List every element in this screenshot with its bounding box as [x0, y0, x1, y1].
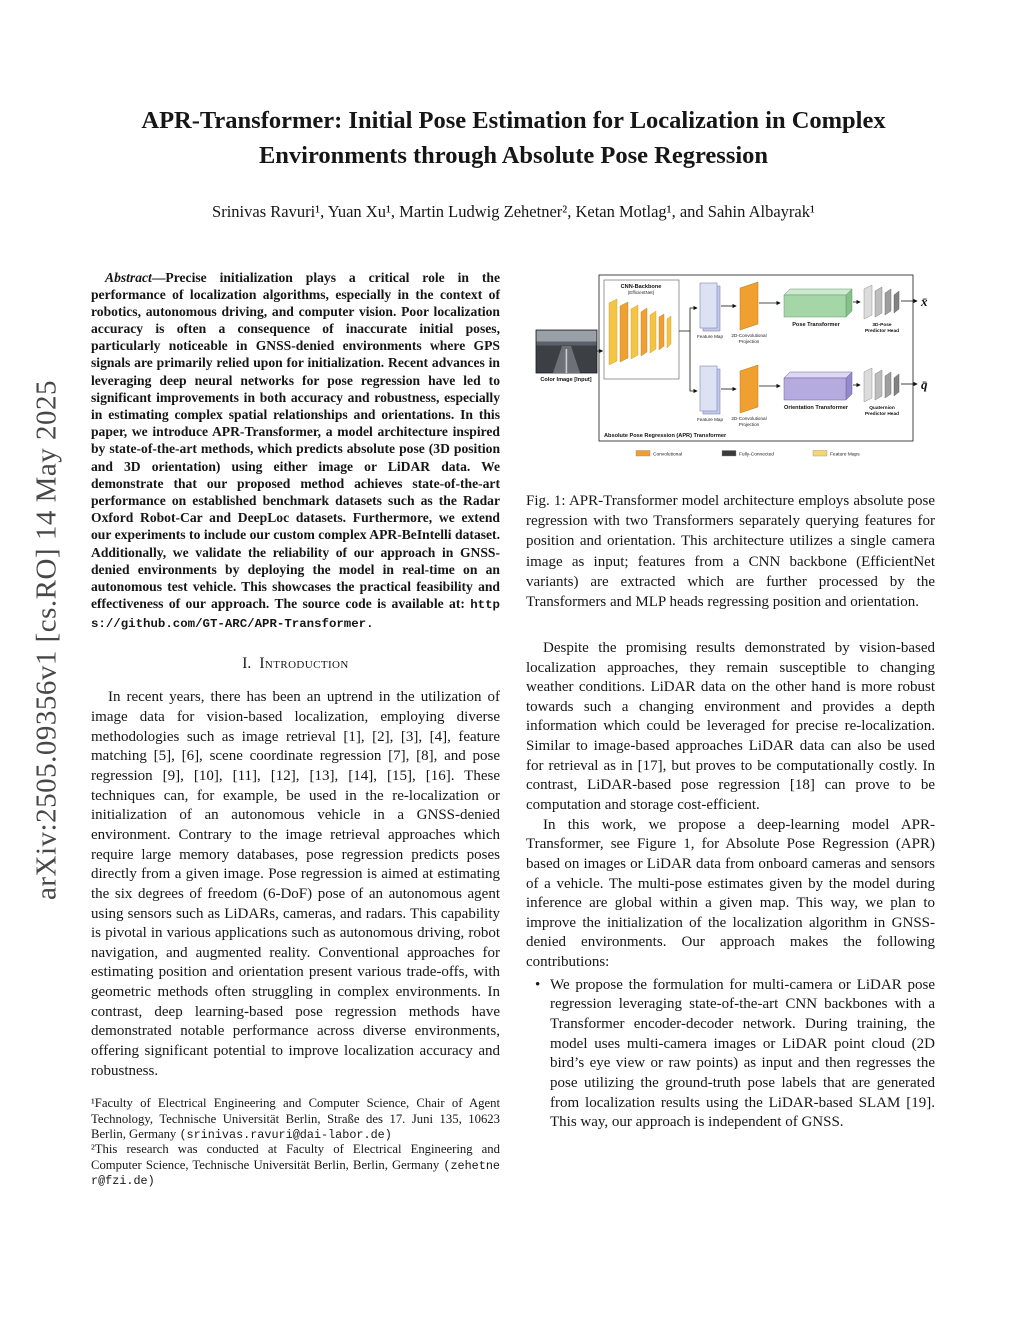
- footnote-1-text: ¹Faculty of Electrical Engineering and Computer Science, Chair of Agent Technology, Technische Universität Berlin, Straße des 17. Juni 135, 10623 Berlin, Germany: [91, 1096, 500, 1141]
- paper-content: [91, 103, 936, 1188]
- left-column: [91, 269, 500, 1189]
- right-paragraph-2: In this work, we propose a deep-learning model APR-Transformer, see Figure 1, for Absolute Pose Regression (APR) based on images or LiDAR data from onboard cameras and sensors of a vehicle. The multi-pose estimates given by the model during inference are global within a given map. This way, we plan to improve the initialization of the localization algorithm in GNSS-denied environments. Our approach makes the following contributions:: [526, 816, 935, 971]
- abstract-paragraph: [91, 269, 500, 633]
- footnote-1: [91, 1096, 500, 1142]
- section-number: I.: [242, 655, 252, 673]
- contribution-bullet-1-text: We propose the formulation for multi-camera or LiDAR pose regression leveraging state-of-the-art CNN backbones with a Transformer encoder-decoder network. During training, the model uses multi-camera images or LiDAR point cloud (2D bird’s eye view or raw points) as input and then regresses the pose utilizing the ground-truth pose labels that are generated from localization results using the LiDAR-based SLAM [19]. This way, our approach is independent of GNSS.: [550, 976, 935, 1131]
- position-output-symbol: x̄: [921, 293, 928, 309]
- figure-1: [526, 269, 935, 470]
- backbone-label-line2: (EfficientNet): [627, 289, 655, 295]
- quaternion-predictor-head: [864, 368, 899, 402]
- conv-bottom-label-line1: 2D-Convolutional: [731, 415, 767, 421]
- quaternion-head-label-line2: Predictor Head: [864, 411, 900, 417]
- section-heading-introduction: [91, 655, 500, 673]
- orientation-transformer-label: Orientation Transformer: [783, 404, 849, 411]
- footnote-1-email[interactable]: (srinivas.ravuri@dai-labor.de): [179, 1128, 392, 1142]
- camera-image-thumbnail: [536, 330, 597, 373]
- footnotes-block: [91, 1096, 500, 1188]
- conv-bottom-label-line2: Projection: [738, 421, 760, 427]
- cnn-backbone-layers: [609, 299, 671, 365]
- arrow-backbone-to-bottom-featuremap: [690, 331, 697, 391]
- pose-transformer-label: Pose Transformer: [792, 321, 840, 328]
- legend-swatch-feature-maps: [813, 450, 827, 456]
- footnote-2-text: ²This research was conducted at Faculty of Electrical Engineering and Computer Science, Technische Universität Berlin, Berlin, Germany: [91, 1142, 500, 1172]
- bullet-marker: •: [535, 976, 541, 993]
- quaternion-head-label-line1: Quaternion: [869, 405, 895, 411]
- input-label: Color Image [Input]: [540, 376, 592, 383]
- legend-swatch-fully-connected: [722, 450, 736, 456]
- arrow-backbone-to-top-featuremap: [679, 308, 697, 331]
- introduction-paragraph-1: In recent years, there has been an uptrend in the utilization of image data for vision-based localization, employing diverse methodologies such as image retrieval [1], [2], [3], [4], feature matching [5], [6], scene coordinate regression [7], [8], and pose regression [9], [10], [11], [12], [13], [14], [15], [16]. These techniques can, for example, be used in the re-localization or initialization of an autonomous vehicle in a GNSS-denied environment. Contrary to the image retrieval approaches which require large memory databases, pose regression predicts poses directly from a given image. Pose regression is aimed at estimating the six degrees of freedom (6-DoF) pose of an autonomous agent using sensors such as LiDARs, cameras, and radars. This capability is pivotal in various applications such as autonomous driving, robot navigation, and augmented reality. Conventional approaches for estimating position and orientation present various trade-offs, with geometric methods often struggling in complex environments. In contrast, deep learning-based pose regression methods have demonstrated notable performance across diverse environments, offering significant potential to improve localization accuracy and robustness.: [91, 689, 500, 1079]
- authors-line: Srinivas Ravuri¹, Yuan Xu¹, Martin Ludwig Zehetner², Ketan Motlag¹, and Sahin Albayrak¹: [212, 201, 815, 221]
- orientation-output-symbol: q̄: [921, 376, 928, 392]
- conv-projection-top: [740, 282, 758, 330]
- apr-transformer-label: Absolute Pose Regression (APR) Transformer: [604, 432, 727, 439]
- backbone-label-line1: CNN-Backbone: [620, 283, 662, 290]
- figure-caption-label: Fig. 1:: [526, 492, 566, 509]
- pose-predictor-head: [864, 285, 899, 319]
- legend-label-feature-maps: Feature Maps: [830, 451, 860, 457]
- paper-title: APR-Transformer: Initial Pose Estimation for Localization in Complex Environments through Absolute Pose Regression: [141, 107, 886, 170]
- figure-1-diagram: [526, 269, 935, 465]
- orientation-transformer-box: [784, 372, 852, 400]
- pose-transformer-box: [784, 289, 852, 317]
- feature-map-bottom: [700, 366, 720, 414]
- right-column-text: [526, 639, 935, 1133]
- legend-label-convolutional: Convolutional: [653, 451, 683, 457]
- feature-map-bottom-label: Feature Map: [696, 416, 724, 422]
- footnote-2-email[interactable]: (zehetner@fzi.de): [91, 1158, 500, 1189]
- abstract-label: Abstract: [105, 269, 152, 285]
- source-code-link[interactable]: https://github.com/GT-ARC/APR-Transformer.: [91, 598, 500, 631]
- feature-map-top-label: Feature Map: [696, 333, 724, 339]
- footnote-2: [91, 1142, 500, 1188]
- pose-head-label-line2: Predictor Head: [864, 328, 900, 334]
- legend-swatch-convolutional: [636, 450, 650, 456]
- legend-label-fully-connected: Fully-Connected: [739, 451, 774, 457]
- conv-top-label-line1: 2D-Convolutional: [731, 332, 767, 338]
- figure-1-caption: [526, 491, 935, 613]
- figure-legend: [636, 450, 860, 457]
- figure-caption-text: APR-Transformer model architecture employs absolute pose regression with two Transformers separately querying features for position and orientation. This architecture utilizes a single camera image as input; features from a CNN backbone (EfficientNet variants) are extracted which are further processed by the Transformers and MLP heads regressing position and orientation.: [526, 492, 935, 611]
- conv-top-label-line2: Projection: [738, 338, 760, 344]
- arxiv-watermark: arXiv:2505.09356v1 [cs.RO] 14 May 2025: [30, 379, 63, 901]
- right-paragraph-1: Despite the promising results demonstrated by vision-based localization approaches, they remain susceptible to changing weather conditions. LiDAR data on the other hand is more robust towards such a changing environment and provides a depth information which could be leveraged for precise re-localization. Similar to image-based approaches LiDAR data can also be used for retrieval as in [17], but proves to be computationally costly. In contrast, LiDAR-based pose regression [18] can prove to be computation and storage cost-efficient.: [526, 639, 935, 813]
- contribution-bullet-1: [526, 976, 935, 1133]
- cnn-backbone: [604, 280, 679, 379]
- section-title: Introduction: [259, 655, 349, 673]
- pose-head-label-line1: 3D-Pose: [872, 322, 892, 328]
- conv-projection-bottom: [740, 365, 758, 413]
- two-column-body: [91, 269, 936, 1189]
- abstract-body: —Precise initialization plays a critical role in the performance of localization algorithms, especially in the context of robotics, autonomous driving, and computer vision. Poor localization accuracy is often a consequence of inaccurate initial poses, particularly noticeable in GNSS-denied environments where GPS signals are primarily relied upon for initialization. Recent advances in leveraging deep neural networks for pose regression have led to significant improvements in both accuracy and robustness, especially in estimating complex spatial relationships and orientations. In this paper, we introduce APR-Transformer, a model architecture inspired by state-of-the-art methods, which predicts absolute pose (3D position and 3D orientation) using either image or LiDAR data. We demonstrate that our proposed method achieves state-of-the-art performance on established benchmark datasets such as the Radar Oxford Robot-Car and DeepLoc datasets. Furthermore, we extend our experiments to include our custom complex APR-BeIntelli dataset. Additionally, we validate the reliability of our approach in GNSS-denied environments by deploying the model in real-time on an autonomous test vehicle. This showcases the practical feasibility and effectiveness of our approach. The source code is available at:: [91, 269, 500, 612]
- right-column: [526, 269, 935, 1189]
- feature-map-top: [700, 283, 720, 331]
